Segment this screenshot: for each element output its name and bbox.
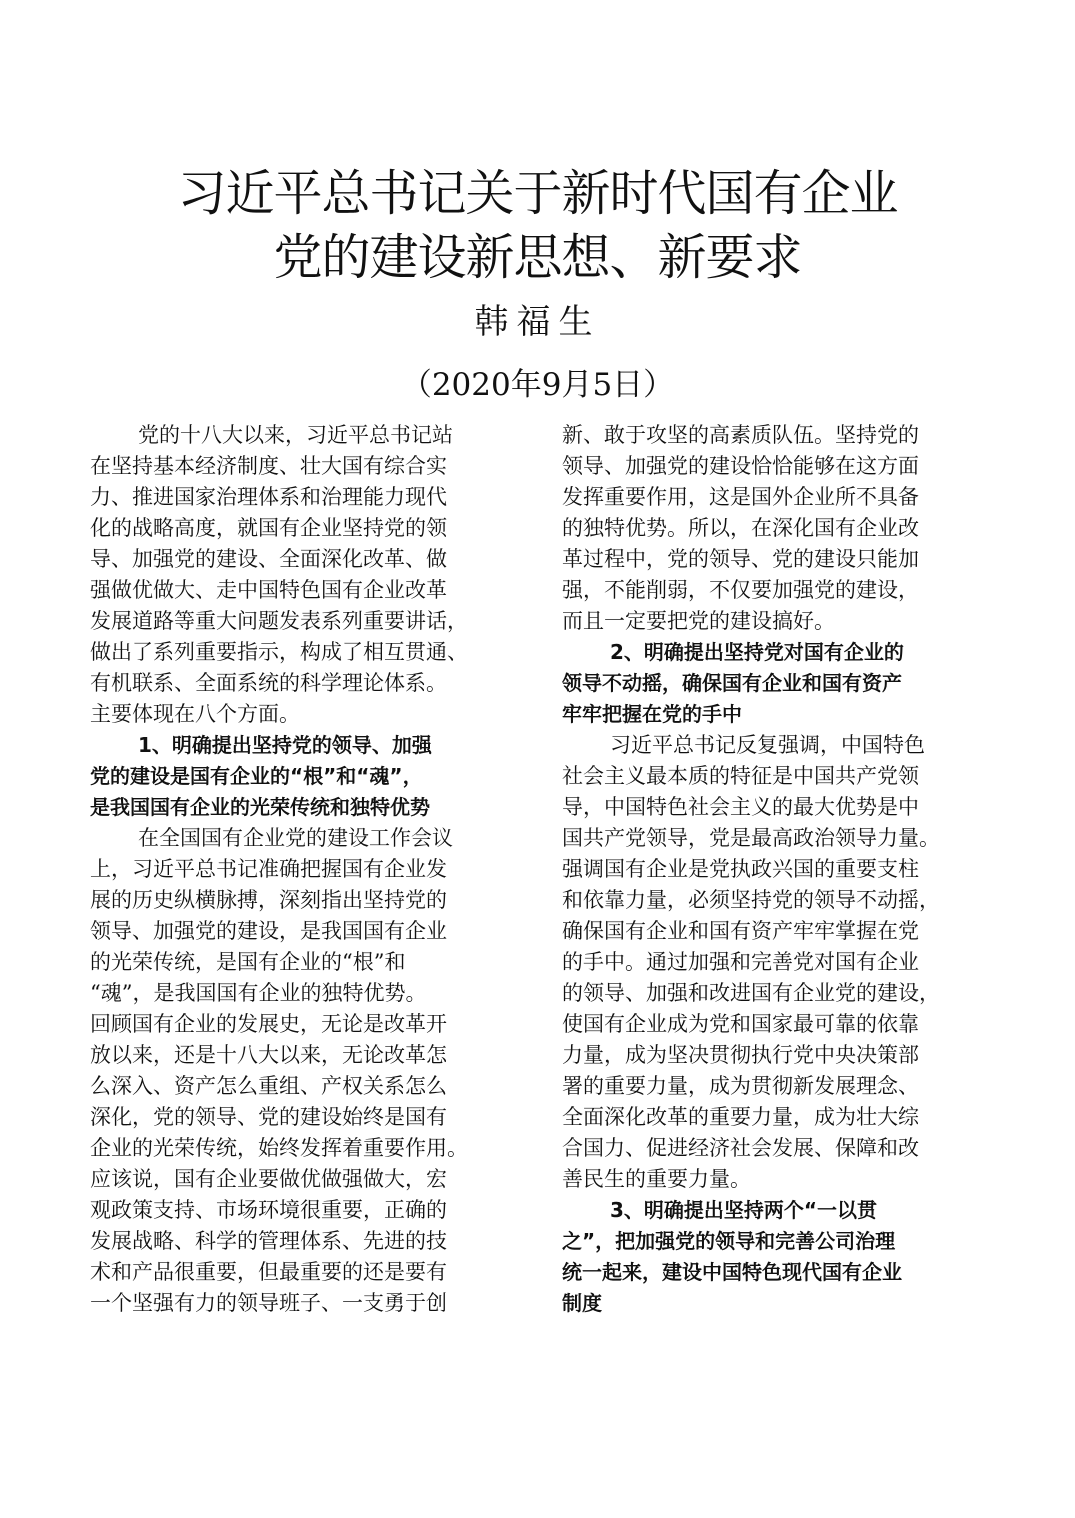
text-line: 发展道路等重大问题发表系列重要讲话， bbox=[90, 609, 468, 633]
title-line-2: 党的建设新思想、新要求 bbox=[273, 229, 802, 286]
text-line: 确保国有企业和国有资产牢牢掌握在党 bbox=[562, 919, 919, 943]
text-line: 而且一定要把党的建设搞好。 bbox=[562, 609, 835, 633]
text-line: 使国有企业成为党和国家最可靠的依靠 bbox=[562, 1012, 919, 1036]
text-line: 发展战略、科学的管理体系、先进的技 bbox=[90, 1229, 447, 1253]
text-line: 领导、加强党的建设，是我国国有企业 bbox=[90, 919, 447, 943]
text-line: 和依靠力量，必须坚持党的领导不动摇， bbox=[562, 888, 940, 912]
left-column bbox=[90, 420, 530, 1319]
publication-date: （2020年9月5日） bbox=[400, 367, 675, 403]
text-line: 在坚持基本经济制度、壮大国有综合实 bbox=[90, 454, 447, 478]
text-line: 合国力、促进经济社会发展、保障和改 bbox=[562, 1136, 919, 1160]
text-line: 的独特优势。所以，在深化国有企业改 bbox=[562, 516, 919, 540]
text-line: 全面深化改革的重要力量，成为壮大综 bbox=[562, 1105, 919, 1129]
text-line: 强调国有企业是党执政兴国的重要支柱 bbox=[562, 857, 919, 881]
text-line: 企业的光荣传统，始终发挥着重要作用。 bbox=[90, 1136, 468, 1160]
text-line: 一个坚强有力的领导班子、一支勇于创 bbox=[90, 1291, 447, 1315]
right-column bbox=[562, 420, 1002, 1319]
text-line: 观政策支持、市场环境很重要，正确的 bbox=[90, 1198, 447, 1222]
text-line: 导、加强党的建设、全面深化改革、做 bbox=[90, 547, 447, 571]
text-line: 的领导、加强和改进国有企业党的建设， bbox=[562, 981, 940, 1005]
text-line: 习近平总书记反复强调，中国特色 bbox=[610, 733, 925, 757]
text-line: 化的战略高度，就国有企业坚持党的领 bbox=[90, 516, 447, 540]
text-line: 国共产党领导，党是最高政治领导力量。 bbox=[562, 826, 940, 850]
section-heading-3-line: 统一起来，建设中国特色现代国有企业 bbox=[562, 1260, 902, 1284]
section-heading-1-line: 党的建设是国有企业的“根”和“魂”， bbox=[90, 764, 423, 788]
text-line: 善民生的重要力量。 bbox=[562, 1167, 751, 1191]
section-heading-3-line: 制度 bbox=[562, 1291, 602, 1315]
text-line: 上，习近平总书记准确把握国有企业发 bbox=[90, 857, 447, 881]
text-line: 强，不能削弱，不仅要加强党的建设， bbox=[562, 578, 919, 602]
text-line: 的光荣传统，是国有企业的“根”和 bbox=[90, 950, 406, 974]
text-line: 新、敢于攻坚的高素质队伍。坚持党的 bbox=[562, 423, 919, 447]
text-line: 的手中。通过加强和完善党对国有企业 bbox=[562, 950, 919, 974]
text-line: 党的十八大以来，习近平总书记站 bbox=[138, 423, 453, 447]
title-line-1: 习近平总书记关于新时代国有企业 bbox=[177, 165, 898, 222]
text-line: “魂”，是我国国有企业的独特优势。 bbox=[90, 981, 427, 1005]
text-line: 术和产品很重要，但最重要的还是要有 bbox=[90, 1260, 447, 1284]
text-line: 领导、加强党的建设恰恰能够在这方面 bbox=[562, 454, 919, 478]
section-heading-1-line: 1、明确提出坚持党的领导、加强 bbox=[138, 733, 432, 757]
text-line: 力、推进国家治理体系和治理能力现代 bbox=[90, 485, 447, 509]
text-line: 发挥重要作用，这是国外企业所不具备 bbox=[562, 485, 919, 509]
section-heading-2-line: 牢牢把握在党的手中 bbox=[562, 702, 742, 726]
text-line: 署的重要力量，成为贯彻新发展理念、 bbox=[562, 1074, 919, 1098]
text-line: 主要体现在八个方面。 bbox=[90, 702, 300, 726]
text-line: 应该说，国有企业要做优做强做大，宏 bbox=[90, 1167, 447, 1191]
text-line: 在全国国有企业党的建设工作会议 bbox=[138, 826, 453, 850]
text-line: 展的历史纵横脉搏，深刻指出坚持党的 bbox=[90, 888, 447, 912]
text-line: 么深入、资产怎么重组、产权关系怎么 bbox=[90, 1074, 447, 1098]
section-heading-3-line: 之”，把加强党的领导和完善公司治理 bbox=[562, 1229, 896, 1253]
section-heading-3-line: 3、明确提出坚持两个“一以贯 bbox=[610, 1198, 878, 1222]
text-line: 强做优做大、走中国特色国有企业改革 bbox=[90, 578, 447, 602]
text-line: 回顾国有企业的发展史，无论是改革开 bbox=[90, 1012, 447, 1036]
text-line: 社会主义最本质的特征是中国共产党领 bbox=[562, 764, 919, 788]
text-line: 放以来，还是十八大以来，无论改革怎 bbox=[90, 1043, 447, 1067]
text-line: 革过程中，党的领导、党的建设只能加 bbox=[562, 547, 919, 571]
section-heading-1-line: 是我国国有企业的光荣传统和独特优势 bbox=[90, 795, 430, 819]
text-line: 力量，成为坚决贯彻执行党中央决策部 bbox=[562, 1043, 919, 1067]
author-name: 韩福生 bbox=[474, 302, 601, 342]
text-line: 导，中国特色社会主义的最大优势是中 bbox=[562, 795, 919, 819]
text-line: 有机联系、全面系统的科学理论体系。 bbox=[90, 671, 447, 695]
text-line: 做出了系列重要指示，构成了相互贯通、 bbox=[90, 640, 468, 664]
section-heading-2-line: 2、明确提出坚持党对国有企业的 bbox=[610, 640, 904, 664]
section-heading-2-line: 领导不动摇，确保国有企业和国有资产 bbox=[562, 671, 902, 695]
text-line: 深化，党的领导、党的建设始终是国有 bbox=[90, 1105, 447, 1129]
